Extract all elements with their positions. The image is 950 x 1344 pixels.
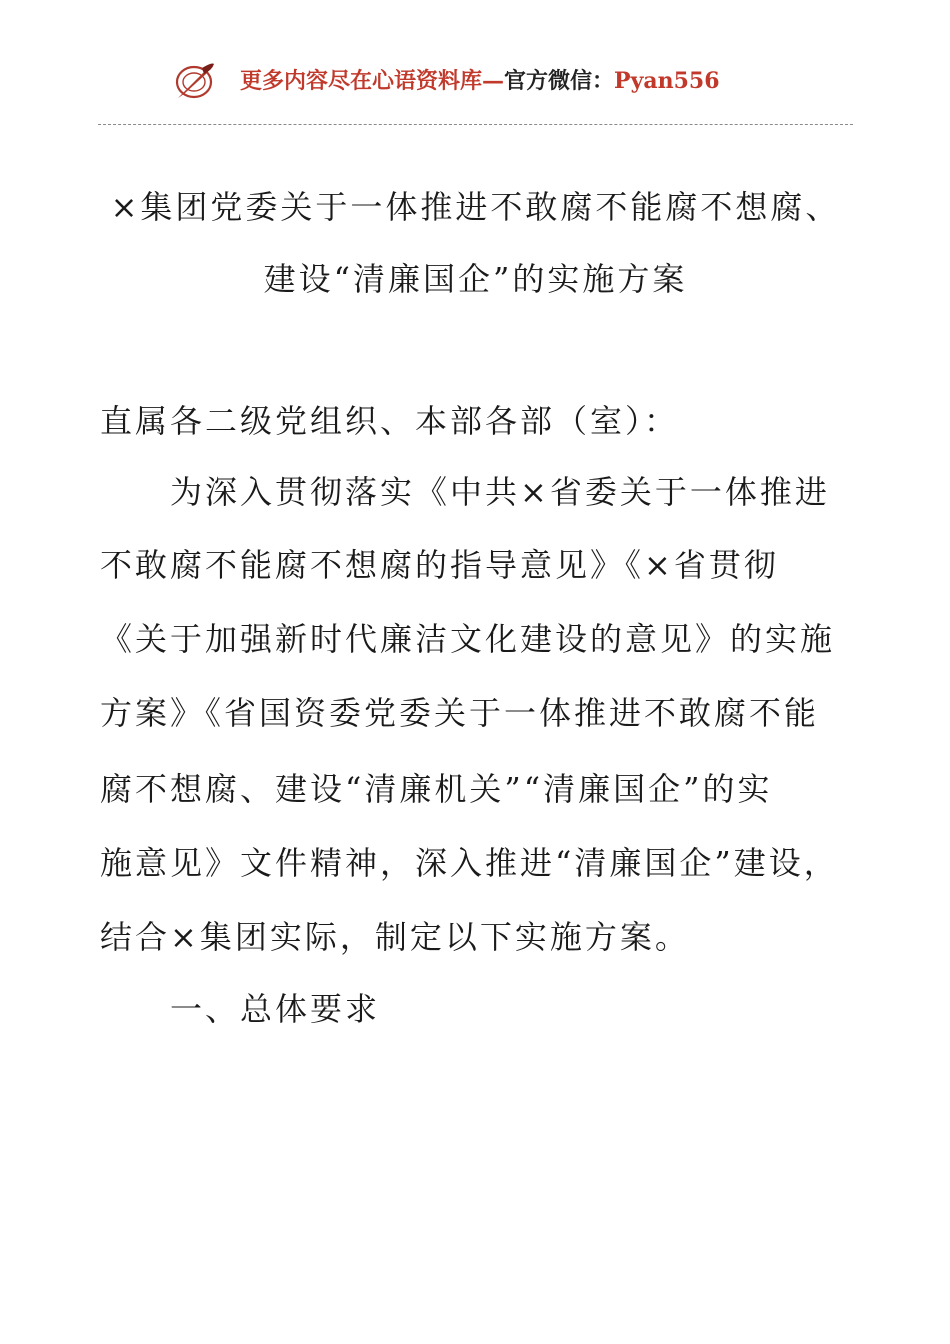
quill-pen-logo-icon	[172, 60, 216, 102]
header-banner-text	[240, 64, 720, 98]
section-heading: 一、总体要求	[170, 990, 381, 1028]
body-line: 结合×集团实际，制定以下实施方案。	[100, 918, 690, 956]
document-title-line-1: ×集团党委关于一体推进不敢腐不能腐不想腐、	[110, 188, 841, 226]
header-site-name: 更多内容尽在心语资料库	[240, 68, 483, 94]
header-dash: —	[482, 68, 505, 94]
salutation: 直属各二级党组织、本部各部（室）：	[100, 402, 680, 440]
document-title-line-2: 建设“清廉国企”的实施方案	[263, 260, 688, 298]
header-wechat-id: Pyan556	[614, 68, 720, 94]
body-line: 《关于加强新时代廉洁文化建设的意见》的实施	[100, 620, 836, 658]
body-line: 方案》《省国资委党委关于一体推进不敢腐不能	[100, 694, 820, 732]
header-divider	[98, 124, 853, 125]
body-line: 施意见》文件精神，深入推进“清廉国企”建设，	[100, 844, 839, 882]
body-line: 为深入贯彻落实《中共×省委关于一体推进	[170, 473, 830, 511]
body-line: 不敢腐不能腐不想腐的指导意见》《×省贯彻	[100, 546, 779, 584]
header-wechat-label: 官方微信：	[504, 68, 615, 94]
body-line: 腐不想腐、建设“清廉机关”“清廉国企”的实	[100, 770, 773, 808]
page-header	[0, 56, 950, 106]
